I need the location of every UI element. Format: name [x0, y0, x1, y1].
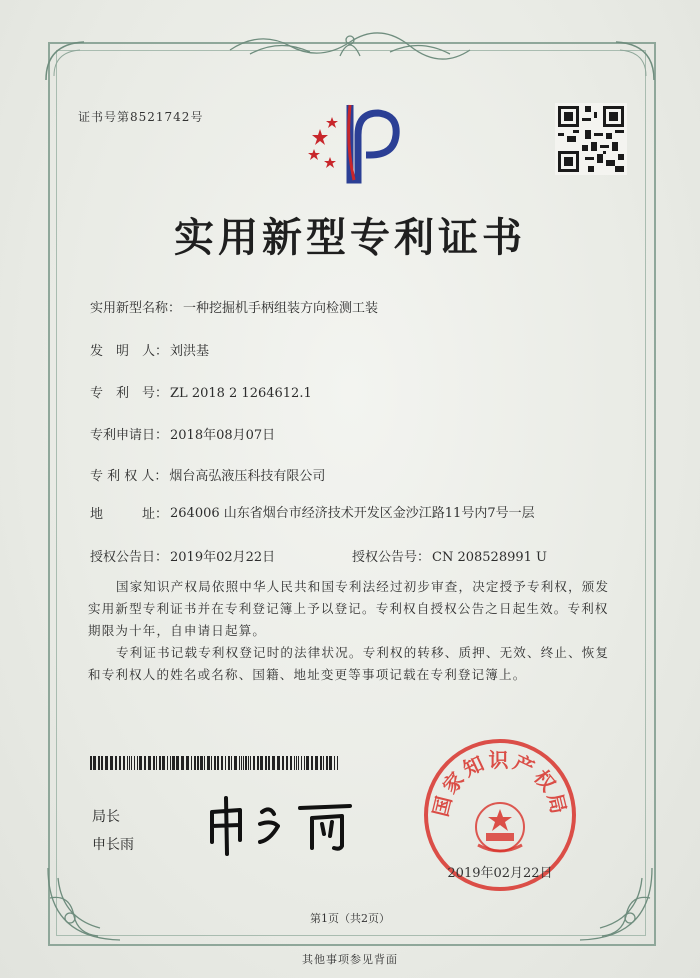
grant-date-row	[90, 546, 275, 565]
address-value: 264006 山东省烟台市经济技术开发区金沙江路11号内7号一层	[170, 506, 535, 521]
application-date-label: 专利申请日：	[90, 428, 169, 443]
legal-status-paragraph: 专利证书记载专利权登记时的法律状况。专利权的转移、质押、无效、终止、恢复和专利权人的姓名或名称、国籍、地址变更等事项记载在专利登记簿上。	[88, 645, 610, 682]
page-number: 第1页（共2页）	[310, 912, 390, 925]
patent-number-value: ZL 2018 2 1264612.1	[170, 386, 312, 401]
grant-date-label: 授权公告日：	[90, 550, 169, 565]
left-bottom-ornament	[40, 858, 130, 948]
utility-name-value: 一种挖掘机手柄组装方向检测工装	[183, 301, 379, 316]
patent-number-row	[90, 382, 312, 401]
left-top-ornament	[40, 36, 90, 86]
inventor-value: 刘洪基	[170, 344, 210, 359]
director-signature	[200, 790, 360, 860]
application-date-value: 2018年08月07日	[170, 428, 276, 443]
patentee-value: 烟台高弘液压科技有限公司	[169, 469, 326, 484]
right-bottom-ornament	[570, 858, 660, 948]
director-title: 局长	[92, 809, 120, 825]
top-ornament	[220, 28, 480, 62]
certificate-number: 证书号第8521742号	[78, 110, 204, 124]
grant-number-label: 授权公告号：	[352, 550, 431, 565]
utility-name-label: 实用新型名称：	[90, 301, 182, 316]
grant-statement-paragraph: 国家知识产权局依照中华人民共和国专利法经过初步审查，决定授予专利权，颁发实用新型专利证书并在专利登记簿上予以登记。专利权自授权公告之日起生效。专利权期限为十年，自申请日起算。	[88, 579, 610, 638]
patent-number-label: 专 利 号：	[90, 386, 169, 401]
inventor-label: 发 明 人：	[90, 344, 169, 359]
svg-text:国家知识产权局: 国家知识产权局	[428, 748, 572, 819]
address-label: 地 址：	[90, 507, 169, 522]
utility-name-row	[90, 297, 378, 316]
application-date-row	[90, 424, 275, 443]
grant-number-value: CN 208528991 U	[432, 550, 547, 565]
director-name: 申长雨	[92, 837, 134, 853]
cnipa-logo-icon	[300, 95, 410, 185]
seal-date: 2019年02月22日	[447, 866, 553, 881]
patentee-row	[90, 465, 325, 484]
inventor-row	[90, 340, 209, 359]
certificate-title: 实用新型专利证书	[174, 215, 526, 261]
patentee-label: 专 利 权 人：	[90, 469, 168, 484]
qr-code-icon	[555, 103, 627, 175]
address-row	[90, 503, 550, 525]
footer-note: 其他事项参见背面	[302, 953, 398, 966]
grant-date-value: 2019年02月22日	[170, 550, 276, 565]
right-top-ornament	[610, 36, 660, 86]
grant-number-row	[352, 546, 547, 565]
barcode-icon	[90, 756, 340, 770]
